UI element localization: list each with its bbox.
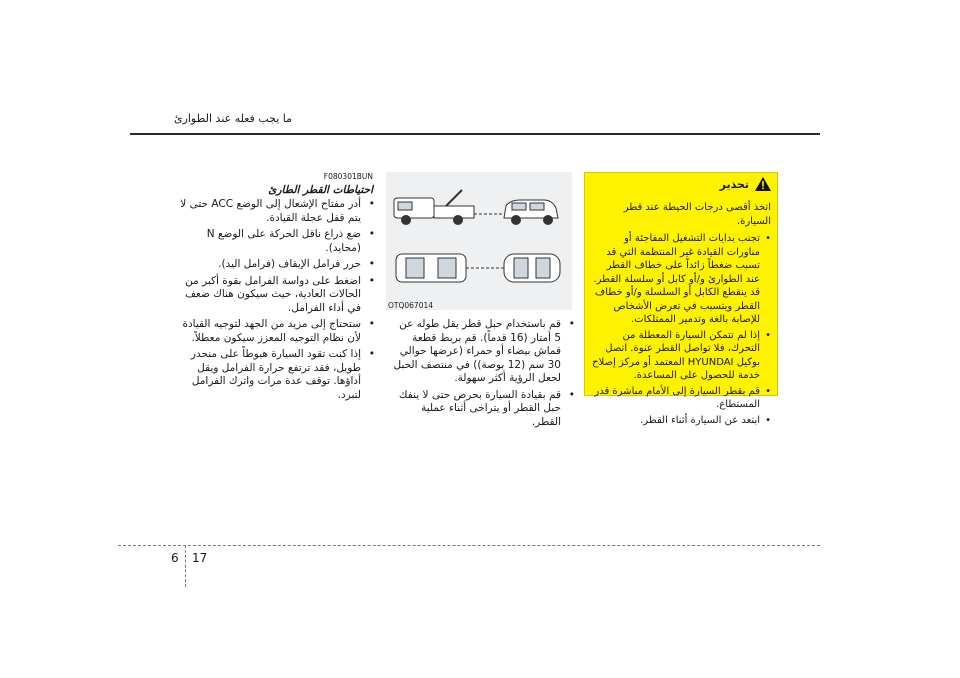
warning-title: تحذير: [719, 177, 749, 191]
chapter-number: 6: [171, 551, 179, 565]
footer-rule: [118, 545, 820, 546]
list-item: • ستحتاج إلى مزيد من الجهد لتوجيه القيادة لأن نظام التوجيه المعزز سيكون معطلاً.: [180, 318, 375, 345]
warning-item: • تجنب بدايات التشغيل المفاجئة أو مناورات القيادة غير المنتظمة التي قد تسبب ضغطاً زائداً على خطاف القطر عند الطوارئ و/أو كابل أو سلسلة القطر. قد ينقطع الكابل أو السلسلة و/أو خطاف القطر ويتسبب في تعرض الأشخاص للإصابة بالغة وتدمير الممتلكات.: [591, 232, 771, 327]
list-item: • قم بقيادة السيارة بحرص حتى لا ينفك حبل القطر أو يتراخى أثناء عملية القطر.: [390, 389, 575, 430]
warning-triangle-icon: [755, 177, 771, 191]
page-number: 17: [192, 551, 208, 565]
footer-divider: [185, 545, 186, 587]
list-item: • اضغط على دواسة الفرامل بقوة أكبر من الحالات العادية، حيث سيكون هناك ضعف في أداء الفرامل.: [180, 275, 375, 316]
section-code: F080301BUN: [323, 172, 373, 181]
list-item: • إذا كنت تقود السيارة هبوطاً على منحدر طويل، فقد ترتفع حرارة الفرامل ويقل أداؤها. توقف عدة مرات واترك الفرامل لتبرد.: [180, 348, 375, 402]
list-item: • أدر مفتاح الإشعال إلى الوضع ACC حتى لا يتم قفل عجلة القيادة.: [180, 198, 375, 225]
towed-car-icon: [504, 200, 558, 225]
page-header-title: ما يجب فعله عند الطوارئ: [173, 112, 292, 125]
towed-vehicle-topview-icon: [504, 254, 560, 282]
warning-box: [584, 172, 778, 426]
illustration-code: OTQ067014: [388, 301, 434, 310]
header-rule: [130, 133, 820, 135]
list-item: • قم باستخدام حبل قطر يقل طوله عن 5 أمتار (16 قدماً). قم بربط قطعة قماش بيضاء أو حمراء (عرضها حوالي 30 سم (12 بوصة)) في منتصف الحبل لجعل الرؤية أكثر سهولة.: [390, 318, 575, 386]
warning-intro: اتخذ أقصى درجات الحيطة عند قطر السيارة.: [623, 202, 771, 227]
list-item: • حرر فرامل الإيقاف (فرامل اليد).: [180, 258, 375, 272]
warning-item: • قم بقطر السيارة إلى الأمام مباشرة قدر المستطاع.: [591, 385, 771, 412]
tow-diagram: [386, 172, 572, 300]
towing-vehicle-topview-icon: [396, 254, 466, 282]
warning-item: • ابتعد عن السيارة أثناء القطر.: [591, 414, 771, 428]
warning-header: [720, 177, 771, 191]
towing-illustration: [386, 172, 572, 310]
middle-column: [390, 318, 575, 432]
section-title: احتياطات القطر الطارئ: [268, 184, 373, 196]
right-column: [180, 198, 375, 405]
warning-item: • إذا لم تتمكن السيارة المعطلة من التحرك، فلا تواصل القطر عنوة. اتصل بوكيل HYUNDAI المعتمد أو مركز إصلاح خدمة للحصول على المساعدة.: [591, 329, 771, 383]
warning-body: [591, 201, 771, 429]
list-item: • ضع ذراع ناقل الحركة على الوضع N (محايد).: [180, 228, 375, 255]
tow-truck-icon: [394, 190, 474, 225]
